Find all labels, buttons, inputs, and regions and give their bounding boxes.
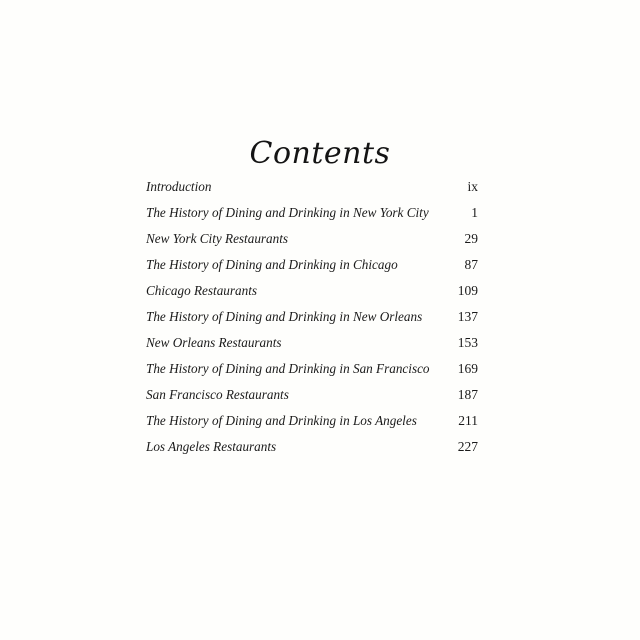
toc-entry: [146, 282, 478, 308]
toc-entry: [146, 334, 478, 360]
toc-entry: [146, 412, 478, 438]
toc-entry-title: The History of Dining and Drinking in New Orleans: [146, 309, 423, 324]
toc-entry: [146, 360, 478, 386]
toc-entry: [146, 178, 478, 204]
toc-entry-title: The History of Dining and Drinking in San Francisco: [146, 361, 430, 376]
toc-entry-page: 211: [458, 413, 478, 428]
toc-entry-page: 187: [457, 387, 478, 402]
toc-entry-page: 87: [464, 257, 478, 272]
toc-entry: [146, 256, 478, 282]
toc-entry-title: The History of Dining and Drinking in Chicago: [146, 257, 398, 272]
toc-entry-page: 169: [457, 361, 478, 376]
toc-entry-title: Introduction: [146, 179, 212, 194]
toc-entry-title: Chicago Restaurants: [146, 283, 257, 298]
toc-entry-page: 109: [457, 283, 478, 298]
toc-entry: [146, 204, 478, 230]
toc-entry: [146, 308, 478, 334]
toc-entry-page: 137: [457, 309, 478, 324]
toc-entry: [146, 438, 478, 464]
toc-entry-title: New York City Restaurants: [146, 231, 289, 246]
toc-entry: [146, 386, 478, 412]
toc-entry: [146, 230, 478, 256]
toc-entry-title: Los Angeles Restaurants: [146, 439, 277, 454]
toc-entry-title: New Orleans Restaurants: [146, 335, 282, 350]
toc-entry-title: The History of Dining and Drinking in New York City: [146, 205, 429, 220]
toc-entry-page: 153: [457, 335, 478, 350]
contents-heading: Contents: [249, 136, 391, 171]
toc-entry-title: San Francisco Restaurants: [146, 387, 289, 402]
toc-entry-page: 1: [471, 205, 478, 220]
table-of-contents: [146, 178, 478, 464]
toc-entry-page: ix: [467, 179, 478, 194]
toc-entry-page: 29: [464, 231, 478, 246]
toc-entry-title: The History of Dining and Drinking in Los Angeles: [146, 413, 417, 428]
toc-entry-page: 227: [457, 439, 478, 454]
